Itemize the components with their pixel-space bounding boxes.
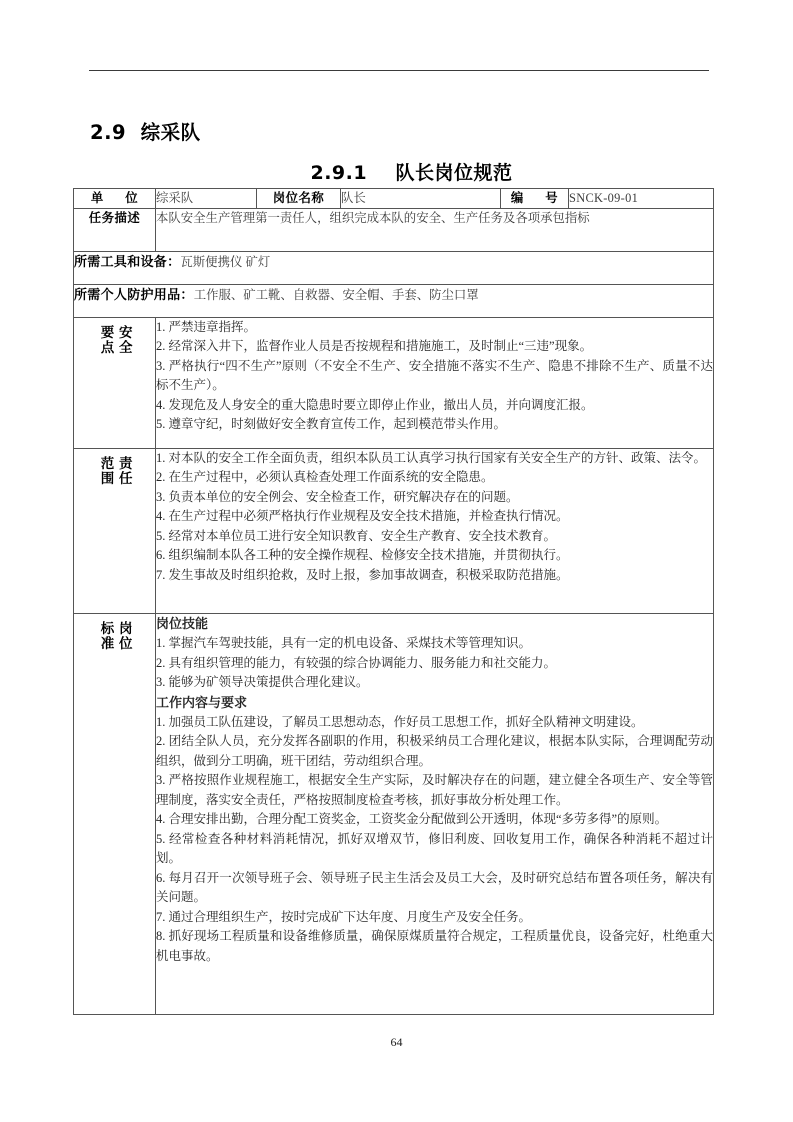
value-task-description: 本队安全生产管理第一责任人，组织完成本队的安全、生产任务及各项承包指标 [156, 208, 714, 251]
value-safety-points [156, 317, 714, 448]
table-row-tools [74, 251, 714, 284]
list-item: 4. 在生产过程中必须严格执行作业规程及安全技术措施，并检查执行情况。 [156, 509, 569, 524]
label-duty-scope [74, 448, 156, 613]
label-task-description: 任务描述 [74, 208, 156, 251]
list-item: 1. 掌握汽车驾驶技能，具有一定的机电设备、采煤技术等管理知识。 [156, 636, 532, 651]
list-item: 2. 在生产过程中，必须认真检查处理工作面系统的安全隐患。 [156, 470, 494, 485]
list-item: 6. 组织编制本队各工种的安全操作规程、检修安全技术措施，并贯彻执行。 [156, 548, 569, 563]
table-row-ppe [74, 284, 714, 317]
value-post-name: 队长 [341, 189, 501, 209]
job-specification-table [73, 188, 714, 1015]
ppe-row [74, 284, 714, 317]
label-code: 编 号 [501, 189, 569, 209]
value-duty-scope [156, 448, 714, 613]
label-unit: 单 位 [74, 189, 156, 209]
list-item: 7. 发生事故及时组织抢救，及时上报，参加事故调查，积极采取防范措施。 [156, 567, 569, 582]
duties-heading: 工作内容与要求 [156, 694, 248, 710]
value-tools: 瓦斯便携仪 矿灯 [180, 254, 271, 269]
page-subtitle: 2.9.1 队长岗位规范 [310, 162, 513, 184]
label-post-name: 岗位名称 [257, 189, 341, 209]
tools-row [74, 251, 714, 284]
list-item: 2. 具有组织管理的能力，有较强的综合协调能力、服务能力和社交能力。 [156, 655, 557, 670]
table-row-unit [74, 189, 714, 209]
list-item: 8. 抓好现场工程质量和设备维修质量，确保原煤质量符合规定，工程质量优良，设备完好，杜绝重大机电事故。 [156, 929, 713, 963]
list-item: 6. 每月召开一次领导班子会、领导班子民主生活会及员工大会，及时研究总结布置各项任务，解决有关问题。 [156, 870, 713, 905]
label-safety-points [74, 317, 156, 448]
header-rule [89, 70, 709, 71]
list-item: 3. 严格执行“四不生产”原则（不安全不生产、安全措施不落实不生产、隐患不排除不生产、质量不达标不生产）。 [156, 358, 713, 393]
list-item: 1. 加强员工队伍建设，了解员工思想动态，作好员工思想工作，抓好全队精神文明建设。 [156, 714, 644, 729]
list-item: 3. 负责本单位的安全例会、安全检查工作，研究解决存在的问题。 [156, 489, 519, 504]
label-safety-points-text: 安全要点 [98, 324, 132, 355]
value-unit: 综采队 [156, 189, 257, 209]
list-item: 2. 团结全队人员，充分发挥各副职的作用，积极采纳员工合理化建议，根据本队实际，合理调配劳动组织，做到分工明确，班干团结，劳动组织合理。 [156, 734, 713, 768]
list-item: 2. 经常深入井下，监督作业人员是否按规程和措施施工，及时制止“三违”现象。 [156, 339, 593, 354]
list-item: 3. 能够为矿领导决策提供合理化建议。 [156, 675, 369, 690]
table-row-safety-points [74, 317, 714, 448]
list-item: 7. 通过合理组织生产，按时完成矿下达年度、月度生产及安全任务。 [156, 909, 532, 924]
list-item: 1. 严禁违章指挥。 [156, 319, 257, 334]
value-ppe: 工作服、矿工靴、自救器、安全帽、手套、防尘口罩 [193, 287, 479, 302]
label-tools: 所需工具和设备： [74, 253, 181, 269]
value-position-standard [156, 613, 714, 1014]
label-position-standard [74, 613, 156, 1014]
list-item: 4. 发现危及人身安全的重大隐患时要立即停止作业，撤出人员，并向调度汇报。 [156, 397, 594, 412]
table-row-duty-scope [74, 448, 714, 613]
label-ppe: 所需个人防护用品： [74, 286, 194, 302]
list-item: 5. 遵章守纪，时刻做好安全教育宣传工作，起到模范带头作用。 [156, 417, 507, 432]
page-number: 64 [390, 1035, 403, 1049]
table-row-task-description [74, 208, 714, 251]
list-item: 5. 经常检查各种材料消耗情况，抓好双增双节，修旧利废、回收复用工作，确保各种消耗不超过计划。 [156, 831, 713, 866]
table-row-position-standard [74, 613, 714, 1014]
skills-heading: 岗位技能 [156, 615, 209, 631]
list-item: 5. 经常对本单位员工进行安全知识教育、安全生产教育、安全技术教育。 [156, 528, 557, 543]
list-item: 3. 严格按照作业规程施工，根据安全生产实际，及时解决存在的问题，建立健全各项生产、安全等管理制度，落实安全责任，严格按照制度检查考核，抓好事故分析处理工作。 [156, 773, 713, 807]
label-duty-scope-text: 责任范围 [98, 455, 132, 486]
value-code: SNCK-09-01 [569, 189, 714, 209]
label-position-standard-text: 岗位标准 [98, 620, 132, 651]
page-title: 2.9 综采队 [90, 121, 201, 144]
list-item: 1. 对本队的安全工作全面负责，组织本队员工认真学习执行国家有关安全生产的方针、政策、法令。 [156, 450, 707, 465]
list-item: 4. 合理安排出勤，合理分配工资奖金，工资奖金分配做到公开透明，体现“多劳多得”的原则。 [156, 812, 668, 827]
